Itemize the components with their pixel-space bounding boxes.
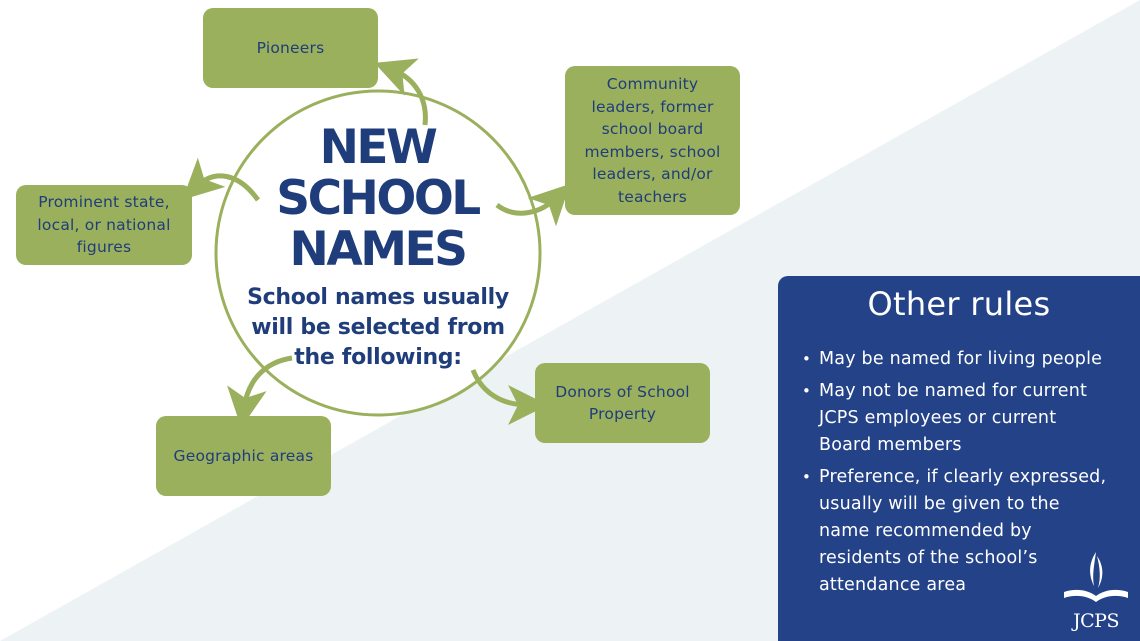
open-book-flame-icon [1058, 548, 1134, 608]
box-prominent-figures [16, 185, 192, 265]
box-pioneers-label: Pioneers [256, 38, 325, 57]
box-community-label: Community leaders, former school board members, school leaders, and/or teachers [584, 75, 721, 206]
rule-item: • Preference, if clearly expressed, usually will be given to the name recommended by residents of the school’s attendance area [802, 464, 1122, 599]
other-rules-panel [778, 276, 1140, 641]
center-subtitle: School names usually will be selected from the following: [247, 285, 509, 370]
center-title: NEW SCHOOL NAMES [276, 120, 479, 277]
box-geographic-label: Geographic areas [173, 446, 314, 465]
jcps-logo [1058, 548, 1134, 632]
box-geographic-areas [156, 416, 331, 496]
box-donors [535, 363, 710, 443]
box-community-leaders [565, 66, 740, 215]
rule-item: • May not be named for current JCPS employees or current Board members [802, 378, 1122, 459]
box-donors-label: Donors of School Property [555, 382, 690, 423]
other-rules-title: Other rules [867, 285, 1051, 323]
box-pioneers [203, 8, 378, 88]
logo-text: JCPS [1073, 610, 1119, 632]
box-prominent-label: Prominent state, local, or national figures [37, 193, 171, 257]
rule-item: • May be named for living people [802, 346, 1122, 373]
